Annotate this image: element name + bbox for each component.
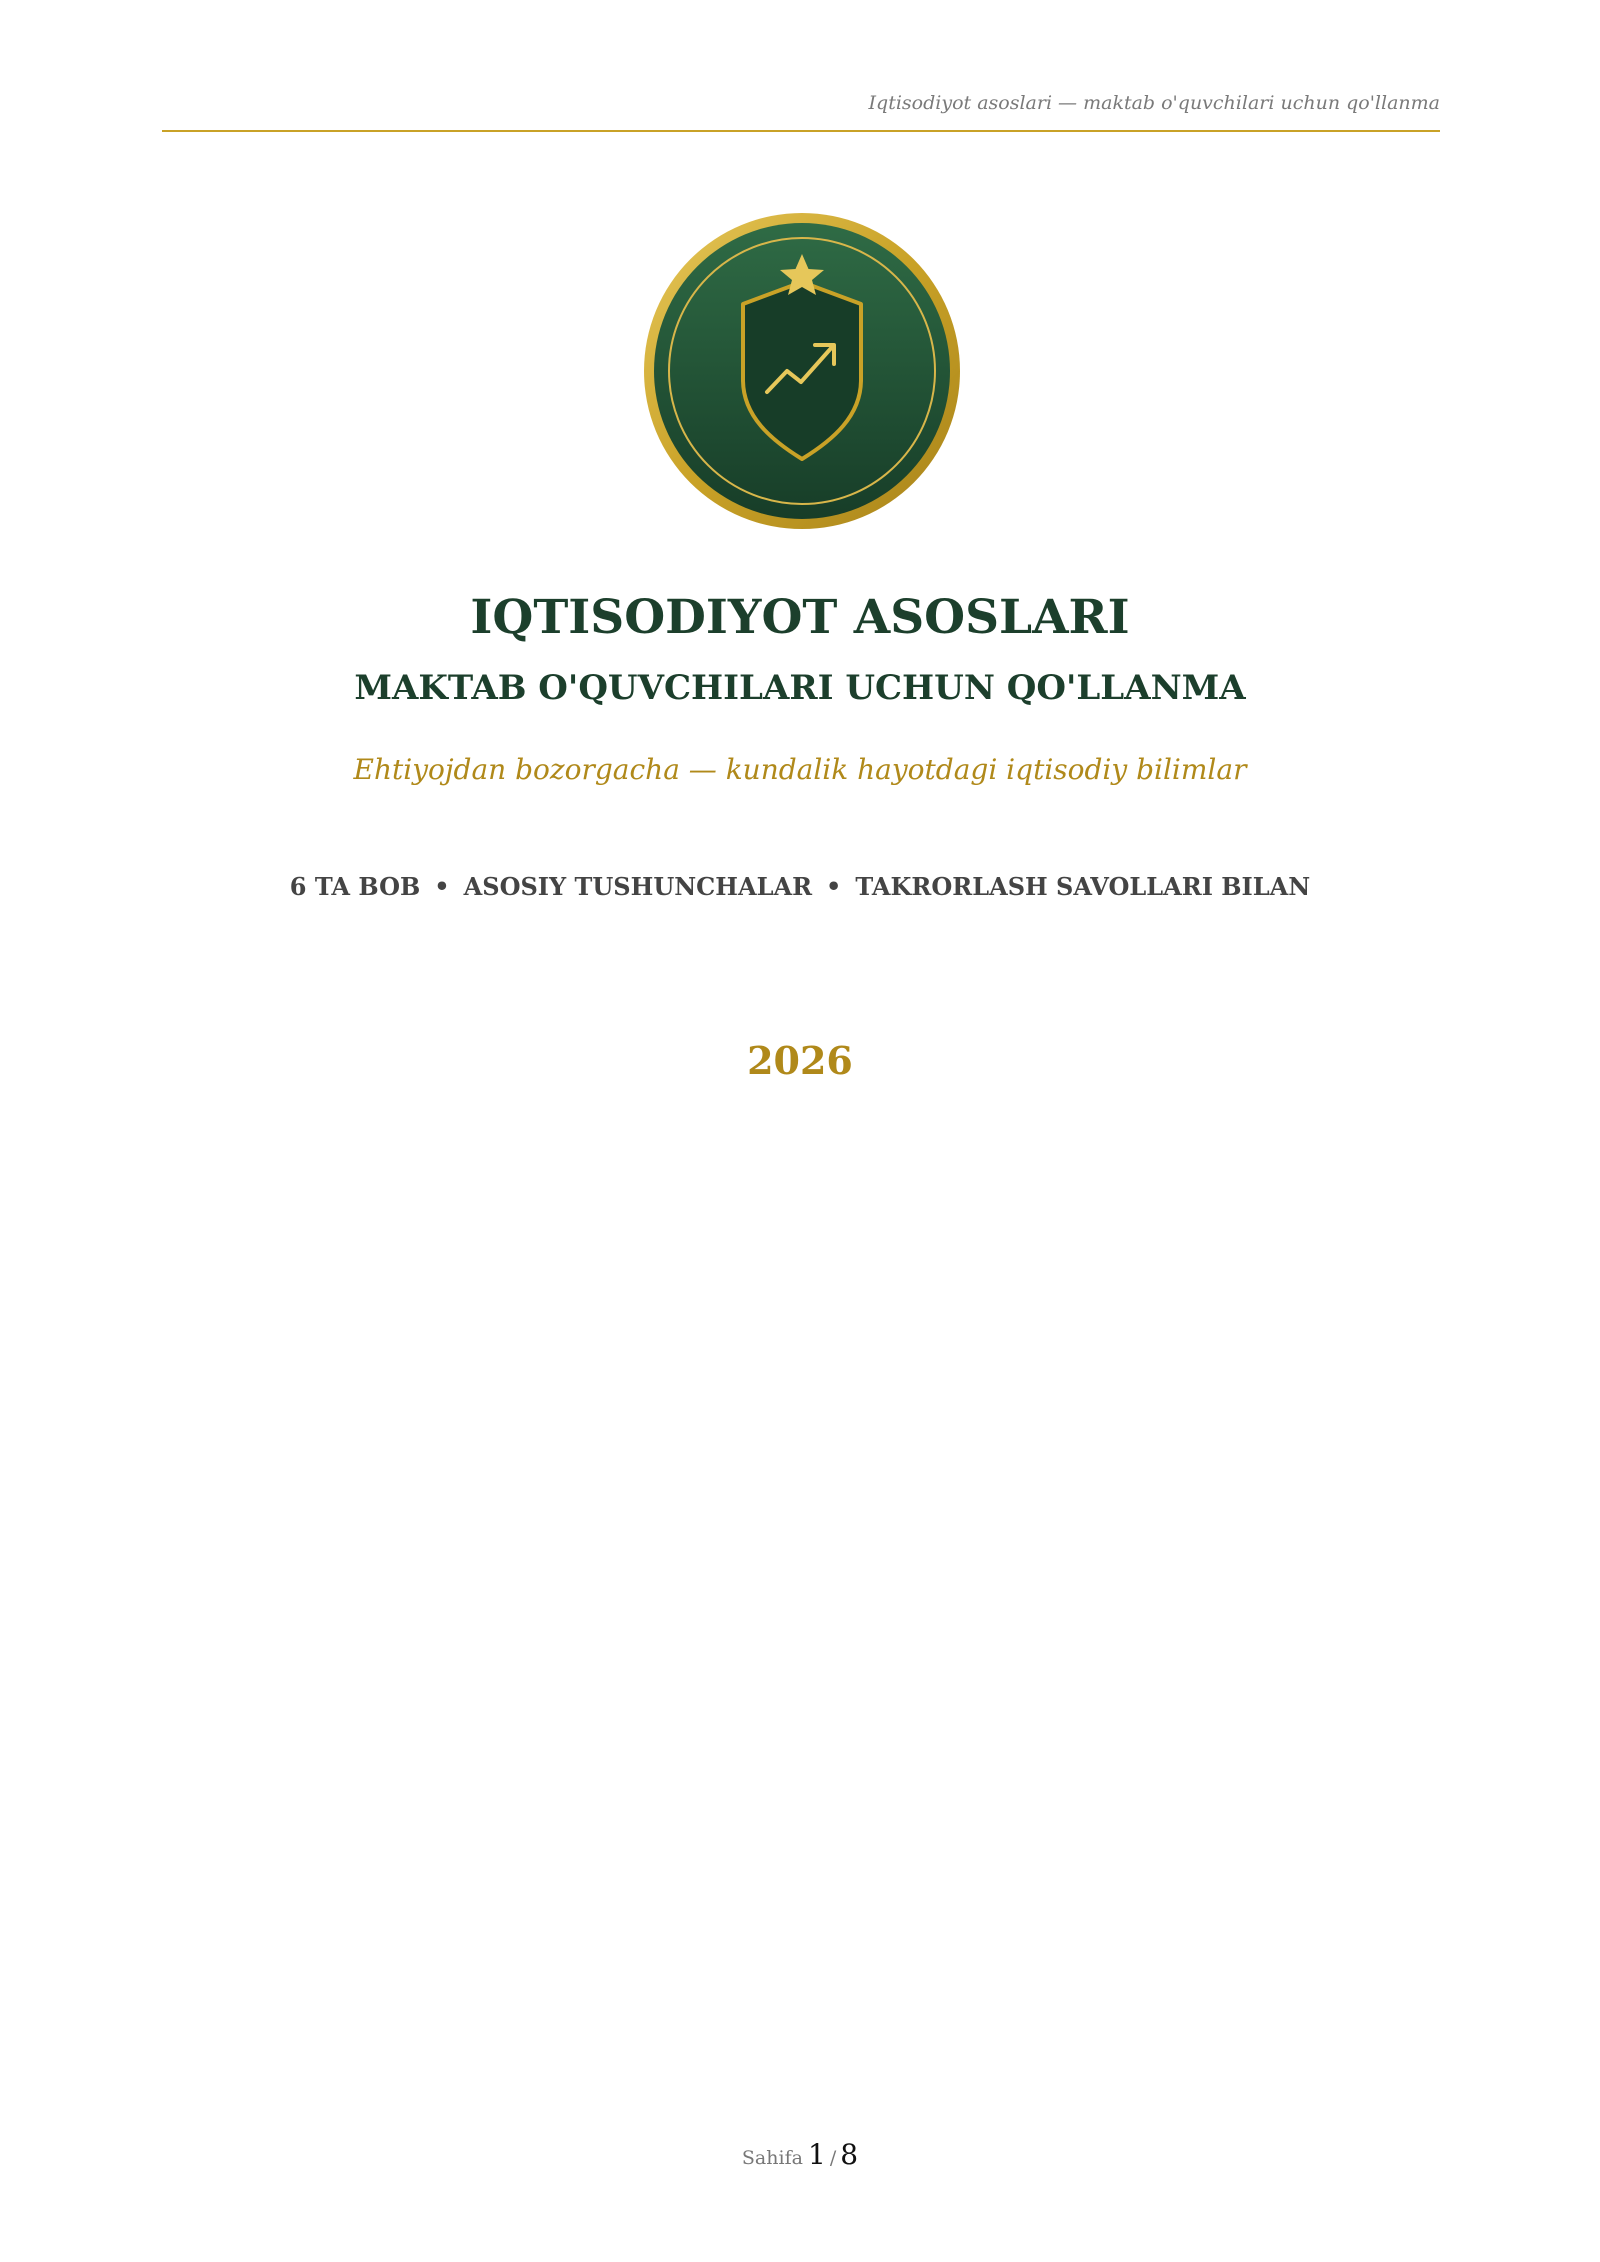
cover-subtitle: MAKTAB O'QUVCHILARI UCHUN QO'LLANMA [354, 668, 1246, 708]
feature-separator: • [434, 872, 450, 901]
cover-title: IQTISODIYOT ASOSLARI [470, 590, 1130, 645]
current-page: 1 [808, 2138, 826, 2171]
running-header: Iqtisodiyot asoslari — maktab o'quvchilari uchun qo'llanma [868, 92, 1440, 114]
feature-separator: • [826, 872, 842, 901]
cover-emblem [643, 212, 961, 530]
page-label: Sahifa [741, 2147, 803, 2169]
feature-item: TAKRORLASH SAVOLLARI BILAN [855, 872, 1311, 901]
feature-item: 6 TA BOB [289, 872, 421, 901]
page-separator: / [829, 2147, 837, 2169]
total-pages: 8 [840, 2138, 859, 2171]
publication-year: 2026 [747, 1038, 853, 1083]
page-number [0, 2138, 1600, 2171]
header-rule [162, 130, 1440, 132]
feature-item: ASOSIY TUSHUNCHALAR [463, 872, 813, 901]
feature-list [0, 872, 1600, 901]
cover-tagline: Ehtiyojdan bozorgacha — kundalik hayotdagi iqtisodiy bilimlar [353, 753, 1247, 786]
